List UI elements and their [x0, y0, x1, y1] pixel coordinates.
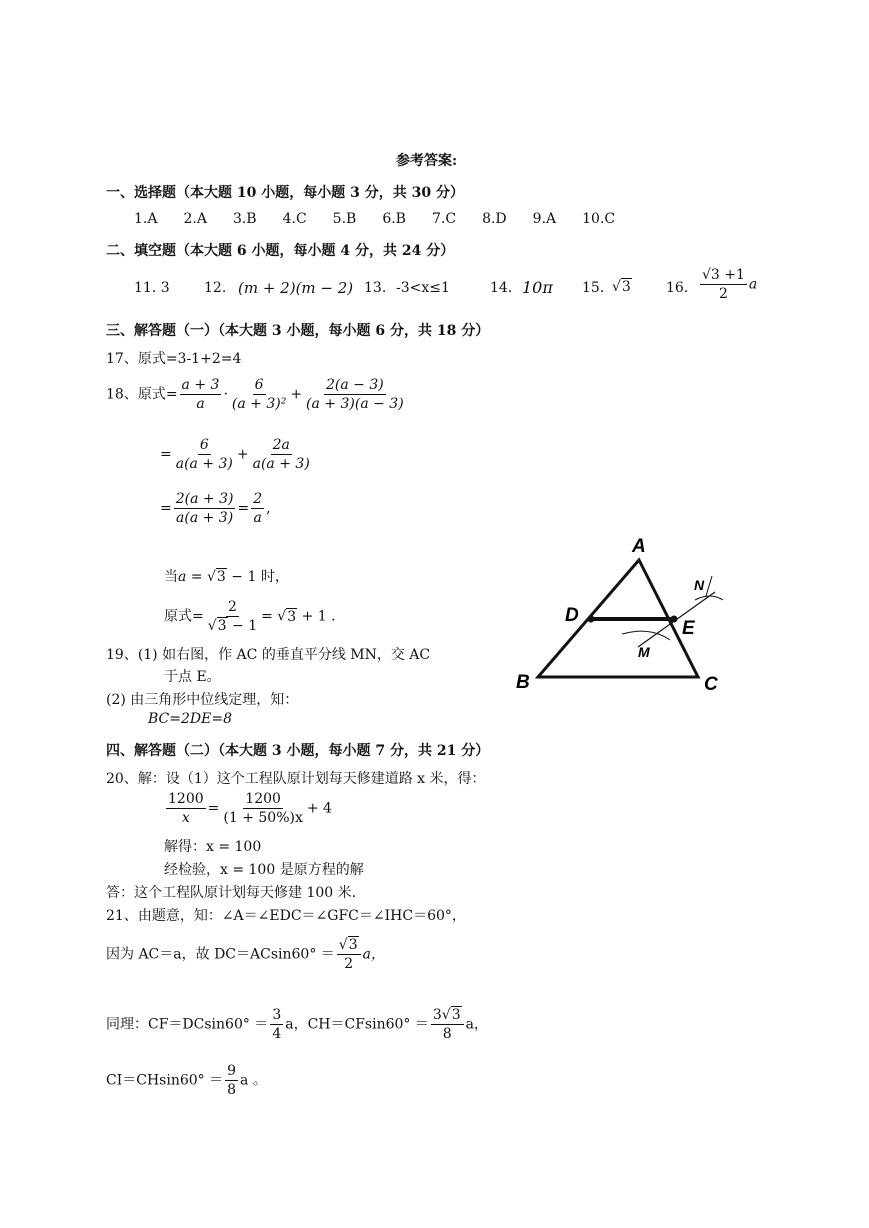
answer-14-num: 14. [490, 280, 513, 296]
answer-15: √3 [612, 279, 631, 295]
point-d [588, 616, 595, 623]
arc-lower [622, 631, 670, 640]
q21-line3: 同理：CF＝DCsin60° ＝ $\frac{3}{4}$ a，CH＝CFsin60° ＝ $\frac{3√3}{8}$ a， [106, 1007, 488, 1042]
q19-part1-line2: 于点 E。 [164, 669, 221, 685]
triangle-figure [510, 530, 740, 700]
q18-line1: 18、原式= $\frac{a + 3}{a}$ · $\frac{6}{\text{(a + 3)²}}$ + $\frac{2(a - 3)}{(a + 3)(a - 3)}$ [106, 377, 404, 412]
answer-3: 3.B [232, 211, 257, 227]
section2-heading: 二、填空题（本大题 6 小题，每小题 4 分，共 24 分） [106, 243, 455, 259]
answer-15-num: 15. [582, 280, 605, 296]
label-c: C [704, 674, 718, 695]
q21-line2: 因为 AC＝a，故 DC＝ACsin60° ＝ $\frac{√3}{2}$ a， [106, 937, 385, 972]
answer-9: 9.A [532, 211, 557, 227]
answer-16: $\frac{√3 +1}{2}$ a [702, 267, 758, 302]
q20-answer: 答：这个工程队原计划每天修建 100 米. [106, 885, 357, 901]
label-n: N [694, 577, 705, 593]
q19-part2-line1: (2) 由三角形中位线定理，知： [106, 692, 299, 708]
q18-final: 原式= $\frac{2}{√3 - 1}$ = √3 + 1 . [164, 599, 336, 634]
answer-16-num: 16. [666, 280, 689, 296]
answer-4: 4.C [282, 211, 307, 227]
answer-13: -3<x≤1 [396, 280, 450, 296]
answer-2: 2.A [183, 211, 207, 227]
answer-8: 8.D [482, 211, 507, 227]
q20-intro: 20、解：设（1）这个工程队原计划每天修建道路 x 米，得： [106, 771, 486, 787]
q17-solution: 17、原式=3-1+2=4 [106, 351, 242, 367]
q19-part2-line2: BC=2DE=8 [148, 711, 232, 727]
q21-intro: 21、由题意，知：∠A＝∠EDC＝∠GFC＝∠IHC＝60°， [106, 908, 466, 924]
label-e: E [682, 618, 695, 639]
answer-11: 11. 3 [134, 280, 170, 296]
section1-heading: 一、选择题（本大题 10 小题，每小题 3 分，共 30 分） [106, 185, 464, 201]
answer-1: 1.A [134, 211, 158, 227]
q20-solve: 解得：x = 100 [164, 839, 262, 855]
label-b: B [516, 672, 530, 693]
answer-13-num: 13. [364, 280, 387, 296]
q21-line4: CI＝CHsin60° ＝ $\frac{9}{8}$ a 。 [106, 1063, 267, 1098]
arc-tick [706, 576, 712, 596]
section1-answers [134, 211, 641, 227]
section4-heading: 四、解答题（二）（本大题 3 小题，每小题 7 分，共 21 分） [106, 743, 490, 759]
answer-5: 5.B [332, 211, 357, 227]
q18-when: 当a = √3 − 1 时， [164, 569, 289, 585]
answer-10: 10.C [582, 211, 616, 227]
answer-7: 7.C [431, 211, 457, 227]
answer-12-num: 12. [204, 280, 227, 296]
answer-12: (m + 2)(m − 2) [238, 279, 354, 297]
label-a: A [632, 536, 646, 557]
q19-part1-line1: 19、(1) 如右图，作 AC 的垂直平分线 MN，交 AC [106, 647, 431, 663]
section3-heading: 三、解答题（一）（本大题 3 小题，每小题 6 分，共 18 分） [106, 323, 490, 339]
label-d: D [565, 605, 579, 626]
page-title: 参考答案: [396, 153, 458, 169]
answer-14: 10π [522, 278, 553, 297]
q18-line3: = $\frac{2(a + 3)}{a(a + 3)}$ = $\frac{2}{a}$ , [160, 491, 271, 526]
label-m: M [638, 644, 650, 660]
answer-6: 6.B [382, 211, 406, 227]
q20-equation: $\frac{1200}{x}$ = $\frac{1200}{(1 + 50\%)x}$ + 4 [168, 791, 332, 826]
q20-check: 经检验，x = 100 是原方程的解 [164, 862, 364, 878]
q18-line2: = $\frac{6}{a(a + 3)}$ + $\frac{2a}{a(a + 3)}$ [160, 437, 310, 472]
